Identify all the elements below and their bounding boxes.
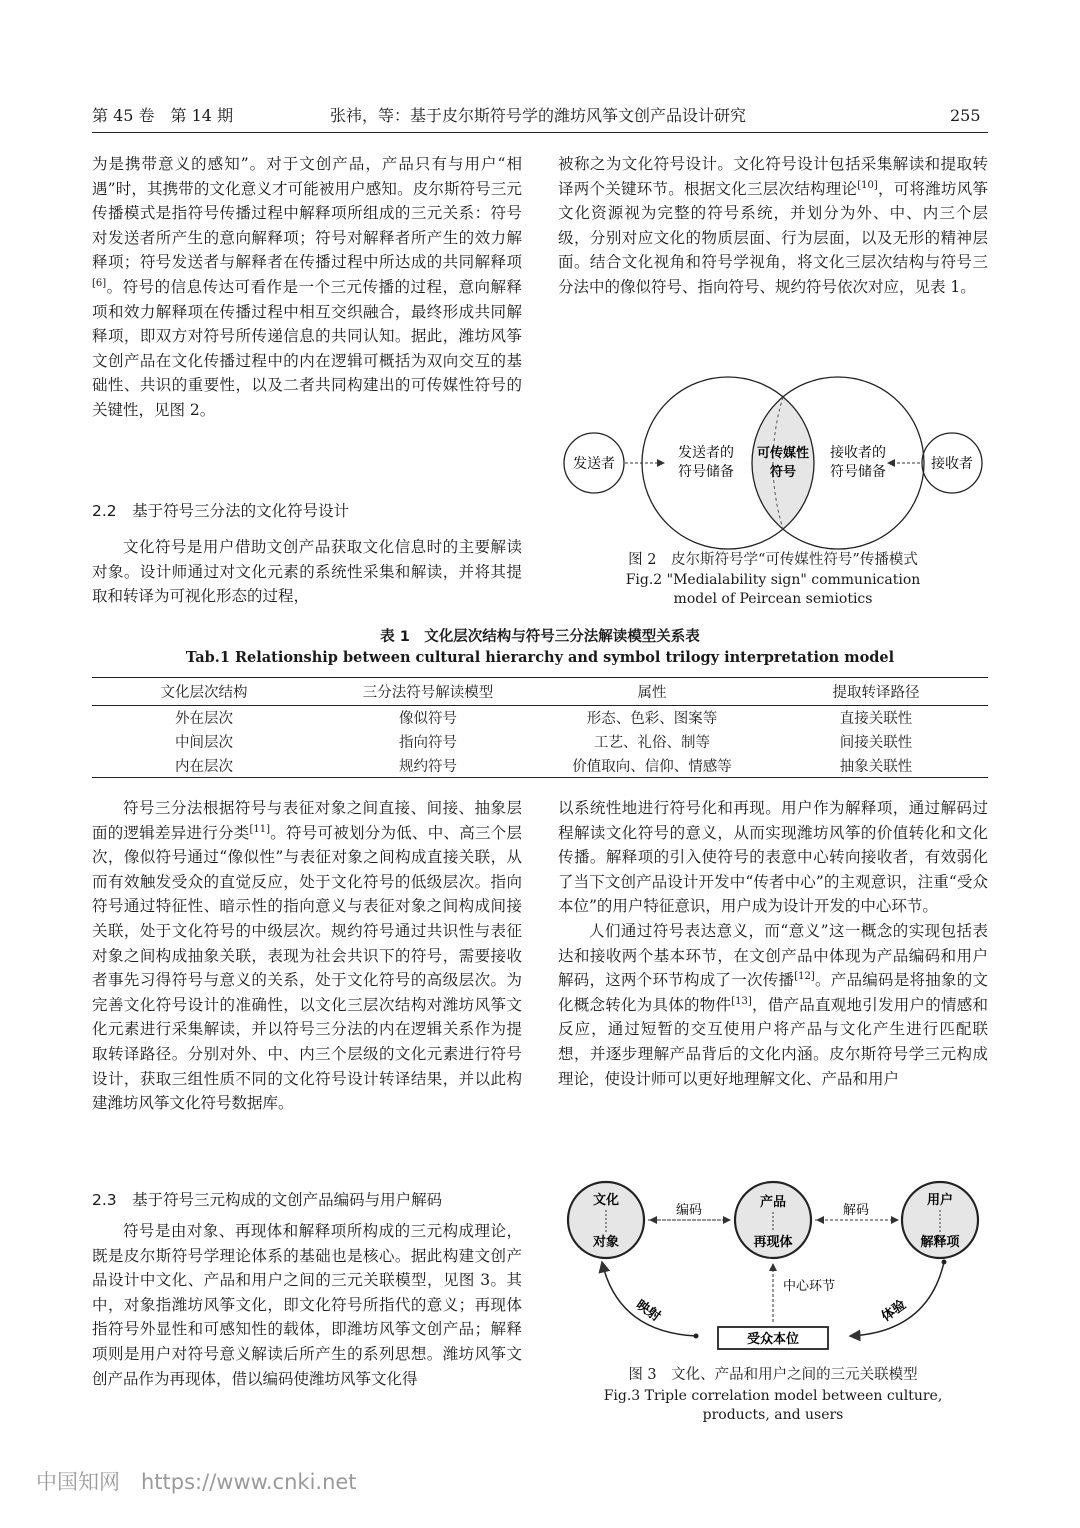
running-title: 张祎，等：基于皮尔斯符号学的潍坊风筝文创产品设计研究	[330, 106, 747, 125]
sender-label: 发送者	[573, 456, 615, 472]
sender-store-2: 符号储备	[678, 464, 734, 480]
receiver-label: 接收者	[931, 456, 973, 472]
user-label: 用户	[926, 1193, 954, 1208]
citation: [12]	[794, 971, 815, 982]
section-heading-2-2: 2.2 基于符号三分法的文化符号设计	[92, 502, 350, 520]
left-column-section	[92, 535, 522, 609]
figure-3-caption-cn: 图 3 文化、产品和用户之间的三元关联模型	[628, 1367, 918, 1383]
encode-label: 编码	[675, 1203, 703, 1218]
paragraph	[92, 796, 522, 1116]
paragraph	[558, 919, 988, 1091]
table-cell: 中间层次	[175, 735, 233, 751]
table-cell: 像似符号	[399, 711, 457, 728]
header-rule	[92, 132, 988, 133]
experience-label: 体验	[879, 1297, 909, 1325]
table-1	[92, 677, 988, 778]
table-header-cell: 三分法符号解读模型	[316, 678, 540, 706]
table-row	[92, 754, 988, 778]
paragraph: 符号是由对象、再现体和解释项所构成的三元构成理论，既是皮尔斯符号学理论体系的基础也是核心。据此构建文创产品设计中文化、产品和用户之间的三元关联模型，见图 3。其中，对象指潍坊风筝文化，即文化符号所指代的意义；再现体指符号外显性和可感知性的载体，即潍坊风筝文创产品；解释项则是用户对符号意义解读后所产生的系列思想。潍坊风筝文创产品作为再现体，借以编码使潍坊风筝文化得	[92, 1222, 522, 1388]
figure-2-diagram	[558, 375, 988, 550]
sender-store-1: 发送者的	[678, 445, 734, 461]
table-row	[92, 706, 988, 730]
paragraph: 文化符号是用户借助文创产品获取文化信息时的主要解读对象。设计师通过对文化元素的系统性采集和解读，并将其提取和转译为可视化形态的过程，	[92, 538, 522, 606]
citation: [13]	[731, 995, 752, 1007]
left-column-top	[92, 152, 522, 423]
table-cell: 抽象关联性	[764, 754, 988, 778]
center-link-label: 中心环节	[783, 1279, 836, 1294]
table-header-cell: 属性	[540, 678, 764, 706]
page-number: 255	[950, 106, 981, 125]
right-column-top	[558, 152, 988, 300]
text: 。产品编码是将抽象的文化概念转化为具体的物件	[558, 971, 988, 1014]
figure-3-caption-en-2: products, and users	[702, 1407, 844, 1423]
mapping-arrow	[602, 1262, 696, 1336]
section-heading-2-3: 2.3 基于符号三元构成的文创产品编码与用户解码	[92, 1191, 443, 1209]
table-cell: 直接关联性	[839, 711, 913, 728]
object-label: 对象	[592, 1235, 620, 1250]
table-header-cell: 文化层次结构	[92, 678, 316, 706]
citation: [6]	[92, 277, 107, 289]
text: 为是携带意义的感知”。对于文创产品，产品只有与用户“相遇”时，其携带的文化意义才可能被用户感知。皮尔斯符号三元传播模式是指符号传播过程中解释项所组成的三元关系：符号对发送者所产生的意向解释项；符号对解释者所产生的效力解释项；符号发送者与解释者在传播过程中所达成的共同解释项	[92, 155, 522, 272]
table-cell: 工艺、礼俗、制等	[594, 735, 710, 751]
table-cell: 指向符号	[399, 735, 457, 751]
product-label: 产品	[759, 1195, 787, 1210]
text: 。符号可被划分为低、中、高三个层次，像似符号通过“像似性”与表征对象之间构成直接关联，从而有效触发受众的直觉反应，处于文化符号的低级层次。指向符号通过特征性、暗示性的指向意义与表征对象之间构成间接关联，处于文化符号的中级层次。规约符号通过共识性与表征对象之间构成抽象关联，表现为社会共识下的符号，需要接收者事先习得符号与意义的关系，处于文化符号的高级层次。为完善文化符号设计的准确性，以文化三层次结构对潍坊风筝文化元素进行采集解读，并以符号三分法的内在逻辑关系作为提取转译路径。分别对外、中、内三个层级的文化元素进行符号设计，获取三组性质不同的文化符号设计转译结果，并以此构建潍坊风筝文化符号数据库。	[92, 823, 522, 1113]
table-1-caption-cn: 表 1 文化层次结构与符号三分法解读模型关系表	[380, 629, 700, 645]
center-sign-1: 可传媒性	[756, 446, 810, 461]
citation: [11]	[249, 823, 271, 835]
table-cell: 内在层次	[92, 754, 316, 778]
table-1-caption-en: Tab.1 Relationship between cultural hierarchy and symbol trilogy interpretation model	[185, 649, 895, 666]
right-column-bottom	[558, 796, 988, 1091]
center-sign-2: 符号	[769, 465, 797, 480]
text: 。符号的信息传达可看作是一个三元传播的过程，意向解释项和效力解释项在传播过程中相互交织融合，最终形成共同解释项，即双方对符号所传递信息的共同认知。据此，潍坊风筝文创产品在文化传播过程中的内在逻辑可概括为双向交互的基础性、共识的重要性，以及二者共同构建出的可传媒性符号的关键性，见图 2。	[92, 277, 522, 419]
text: ，可将潍坊风筝文化资源视为完整的符号系统，并划分为外、中、内三个层级，分别对应文化的物质层面、行为层面，以及无形的精神层面。结合文化视角和符号学视角，将文化三层次结构与符号三分法中的像似符号、指向符号、规约符号依次对应，见表 1。	[558, 179, 988, 296]
figure-2-caption-en-2: model of Peircean semiotics	[673, 591, 873, 607]
citation: [10]	[857, 179, 878, 191]
text: 被称之为文化符号设计。文化符号设计包括采集解读和提取转译两个关键环节。根据文化三层次结构理论	[558, 155, 988, 198]
cnki-watermark: 中国知网 https://www.cnki.net	[36, 1470, 357, 1494]
table-cell: 价值取向、信仰、情感等	[540, 754, 764, 778]
interpretant-label: 解释项	[920, 1235, 960, 1250]
audience-label: 受众本位	[746, 1332, 800, 1347]
table-header-cell: 提取转译路径	[764, 678, 988, 706]
table-row	[92, 730, 988, 754]
journal-volume: 第 45 卷 第 14 期	[92, 106, 234, 125]
culture-label: 文化	[592, 1193, 620, 1208]
table-cell: 间接关联性	[839, 735, 913, 751]
text: 符号三分法根据符号与表征对象之间直接、间接、抽象层面的逻辑差异进行分类	[92, 799, 522, 842]
paragraph: 以系统性地进行符号化和再现。用户作为解释项，通过解码过程解读文化符号的意义，从而实现潍坊风筝的价值转化和文化传播。解释项的引入使符号的表意中心转向接收者，有效弱化了当下文创产品设计开发中“传者中心”的主观意识，注重“受众本位”的用户特征意识，用户成为设计开发的中心环节。	[558, 799, 988, 916]
paragraph	[92, 152, 522, 423]
table-cell: 规约符号	[316, 754, 540, 778]
figure-3-caption-en-1: Fig.3 Triple correlation model between culture,	[603, 1388, 943, 1404]
figure-2-caption-cn: 图 2 皮尔斯符号学“可传媒性符号”传播模式	[628, 552, 918, 568]
decode-label: 解码	[842, 1203, 870, 1218]
table-cell: 形态、色彩、图案等	[586, 711, 718, 728]
receiver-store-1: 接收者的	[830, 445, 886, 461]
figure-2-caption-en-1: Fig.2 "Medialability sign" communication	[625, 572, 921, 588]
left-column-section	[92, 1219, 522, 1391]
text: 人们通过符号表达意义，而“意义”这一概念的实现包括表达和接收两个基本环节，在文创产品中体现为产品编码和用户解码，这两个环节构成了一次传播	[558, 921, 988, 990]
representamen-label: 再现体	[753, 1235, 793, 1250]
mapping-label: 映射	[633, 1297, 663, 1325]
text: ，借产品直观地引发用户的情感和反应，通过短暂的交互使用户将产品与文化产生进行匹配联想，并逐步理解产品背后的文化内涵。皮尔斯符号学三元构成理论，使设计师可以更好地理解文化、产品和用户	[558, 995, 988, 1088]
table-cell: 外在层次	[175, 711, 233, 728]
paragraph	[558, 152, 988, 300]
receiver-store-2: 符号储备	[830, 464, 886, 480]
figure-3-diagram	[558, 1172, 988, 1362]
table-header-row	[92, 678, 988, 706]
left-column-bottom	[92, 796, 522, 1116]
